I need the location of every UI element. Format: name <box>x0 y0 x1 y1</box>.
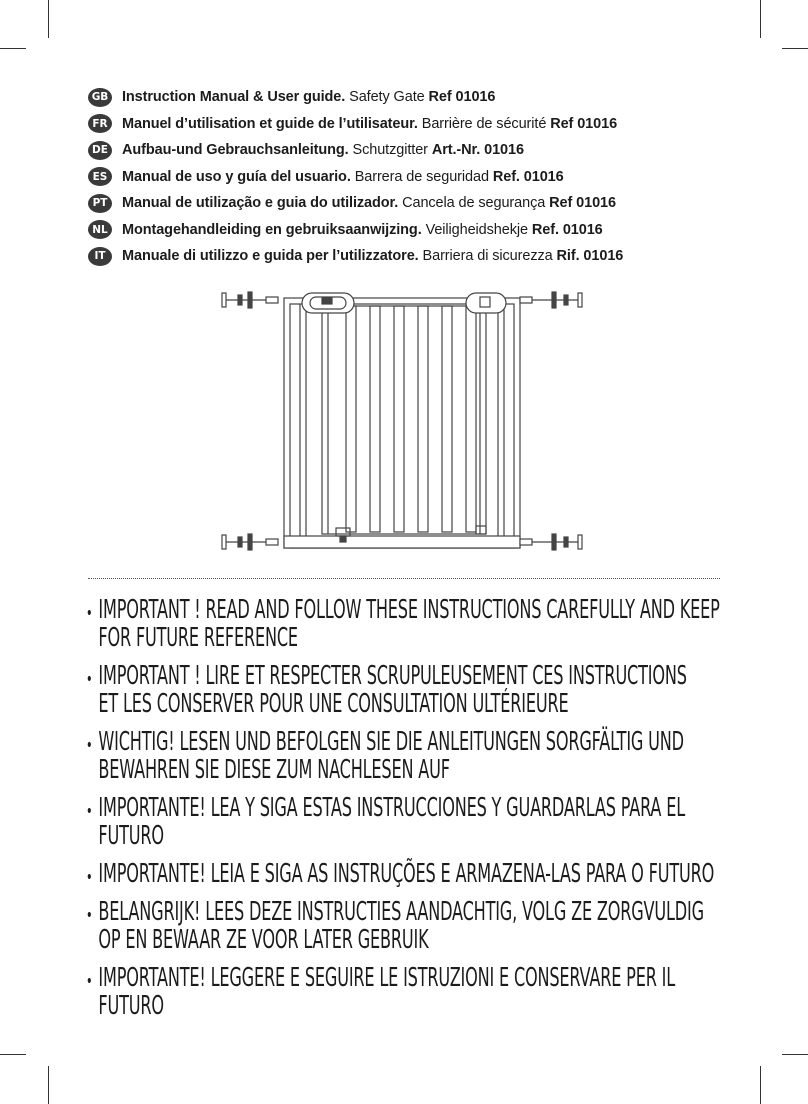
warning-pt <box>86 860 768 888</box>
bullet: • <box>86 971 93 992</box>
language-badge-es: ES <box>88 167 112 186</box>
manual-title-gb: Instruction Manual & User guide. <box>122 89 346 106</box>
product-name-pt: Cancela de segurança <box>402 195 546 212</box>
warning-de <box>86 728 768 784</box>
warning-text-it: IMPORTANTE! LEGGERE E SEGUIRE LE ISTRUZIONI E CONSERVARE PER IL FUTURO <box>98 963 676 1021</box>
gate-bottom-bar <box>284 536 520 548</box>
language-badge-de: DE <box>88 141 112 160</box>
warning-es <box>86 794 768 850</box>
language-badge-fr: FR <box>88 114 112 133</box>
product-ref-de: Art.-Nr. 01016 <box>431 142 524 159</box>
warning-text-gb: IMPORTANT ! READ AND FOLLOW THESE INSTRUCTIONS CAREFULLY AND KEEP FOR FUTURE REFERENCE <box>98 595 720 653</box>
manual-title-fr: Manuel d’utilisation et guide de l’utilisateur. <box>122 115 418 132</box>
product-ref-nl: Ref. 01016 <box>531 221 603 238</box>
language-heading-es <box>122 169 564 185</box>
warning-text-fr: IMPORTANT ! LIRE ET RESPECTER SCRUPULEUSEMENT CES INSTRUCTIONS ET LES CONSERVER POUR UNE CONSULTATION ULTÉRIEURE <box>98 661 687 719</box>
crop-mark-top-left-h <box>0 48 26 49</box>
dotted-divider <box>88 578 720 579</box>
manual-title-it: Manuale di utilizzo e guida per l’utilizzatore. <box>122 248 419 265</box>
language-badge-nl: NL <box>88 220 112 239</box>
crop-mark-top-right <box>760 0 761 38</box>
language-row-nl <box>88 217 623 244</box>
product-name-es: Barrera de seguridad <box>354 168 489 185</box>
bullet: • <box>86 905 93 926</box>
warning-it <box>86 964 768 1020</box>
bullet: • <box>86 735 93 756</box>
bullet: • <box>86 603 93 624</box>
crop-mark-top-right-h <box>782 48 808 49</box>
warning-gb <box>86 596 768 652</box>
crop-mark-bottom-left <box>48 1066 49 1104</box>
language-badge-pt: PT <box>88 194 112 213</box>
warning-text-es: IMPORTANTE! LEA Y SIGA ESTAS INSTRUCCIONES Y GUARDARLAS PARA EL FUTURO <box>98 793 686 851</box>
warning-text-pt: IMPORTANTE! LEIA E SIGA AS INSTRUÇÕES E ARMAZENA-LAS PARA O FUTURO <box>98 859 715 889</box>
product-ref-fr: Ref 01016 <box>550 115 618 132</box>
language-row-gb <box>88 84 623 111</box>
language-heading-pt <box>122 195 616 211</box>
crop-mark-bottom-right-h <box>782 1054 808 1055</box>
safety-gate-illustration <box>218 288 588 558</box>
crop-mark-bottom-right <box>760 1066 761 1104</box>
product-name-de: Schutzgitter <box>352 142 428 159</box>
language-heading-nl <box>122 222 603 238</box>
warning-text-nl: BELANGRIJK! LEES DEZE INSTRUCTIES AANDACHTIG, VOLG ZE ZORGVULDIG OP EN BEWAAR ZE VOOR LATER GEBRUIK <box>98 897 704 955</box>
pressure-spindle-top-left <box>222 292 278 308</box>
bullet: • <box>86 669 93 690</box>
crop-mark-top-left <box>48 0 49 38</box>
product-ref-pt: Ref 01016 <box>549 195 616 212</box>
language-badge-it: IT <box>88 247 112 266</box>
manual-title-pt: Manual de utilização e guia do utilizador. <box>122 195 399 212</box>
product-ref-es: Ref. 01016 <box>492 168 564 185</box>
manual-title-de: Aufbau-und Gebrauchsanleitung. <box>122 142 349 159</box>
manual-title-nl: Montagehandleiding en gebruiksaanwijzing. <box>122 221 422 238</box>
product-name-fr: Barrière de sécurité <box>421 115 547 132</box>
warning-fr <box>86 662 768 718</box>
pressure-spindle-bottom-right <box>520 534 582 550</box>
language-heading-gb <box>122 89 495 105</box>
language-row-pt <box>88 190 623 217</box>
pressure-spindle-top-right <box>520 292 582 308</box>
product-ref-it: Rif. 01016 <box>556 248 624 265</box>
bullet: • <box>86 867 93 888</box>
language-row-es <box>88 164 623 191</box>
gate-frame-outer <box>284 298 520 548</box>
gate-latch <box>466 293 506 313</box>
product-ref-gb: Ref 01016 <box>428 89 496 106</box>
product-name-it: Barriera di sicurezza <box>422 248 553 265</box>
product-name-gb: Safety Gate <box>349 89 425 106</box>
language-row-it <box>88 243 623 270</box>
language-heading-it <box>122 248 623 264</box>
warning-nl <box>86 898 768 954</box>
bullet: • <box>86 801 93 822</box>
crop-mark-bottom-left-h <box>0 1054 26 1055</box>
language-row-fr <box>88 111 623 138</box>
pressure-spindle-bottom-left <box>222 534 278 550</box>
language-row-de <box>88 137 623 164</box>
product-name-nl: Veiligheidshekje <box>425 221 528 238</box>
language-heading-fr <box>122 116 617 132</box>
manual-title-es: Manual de uso y guía del usuario. <box>122 168 351 185</box>
warning-list <box>86 596 786 1030</box>
language-heading-de <box>122 142 524 158</box>
warning-text-de: WICHTIG! LESEN UND BEFOLGEN SIE DIE ANLEITUNGEN SORGFÄLTIG UND BEWAHREN SIE DIESE ZUM NACHLESEN AUF <box>98 727 684 785</box>
language-badge-gb: GB <box>88 88 112 107</box>
language-list <box>88 84 623 270</box>
